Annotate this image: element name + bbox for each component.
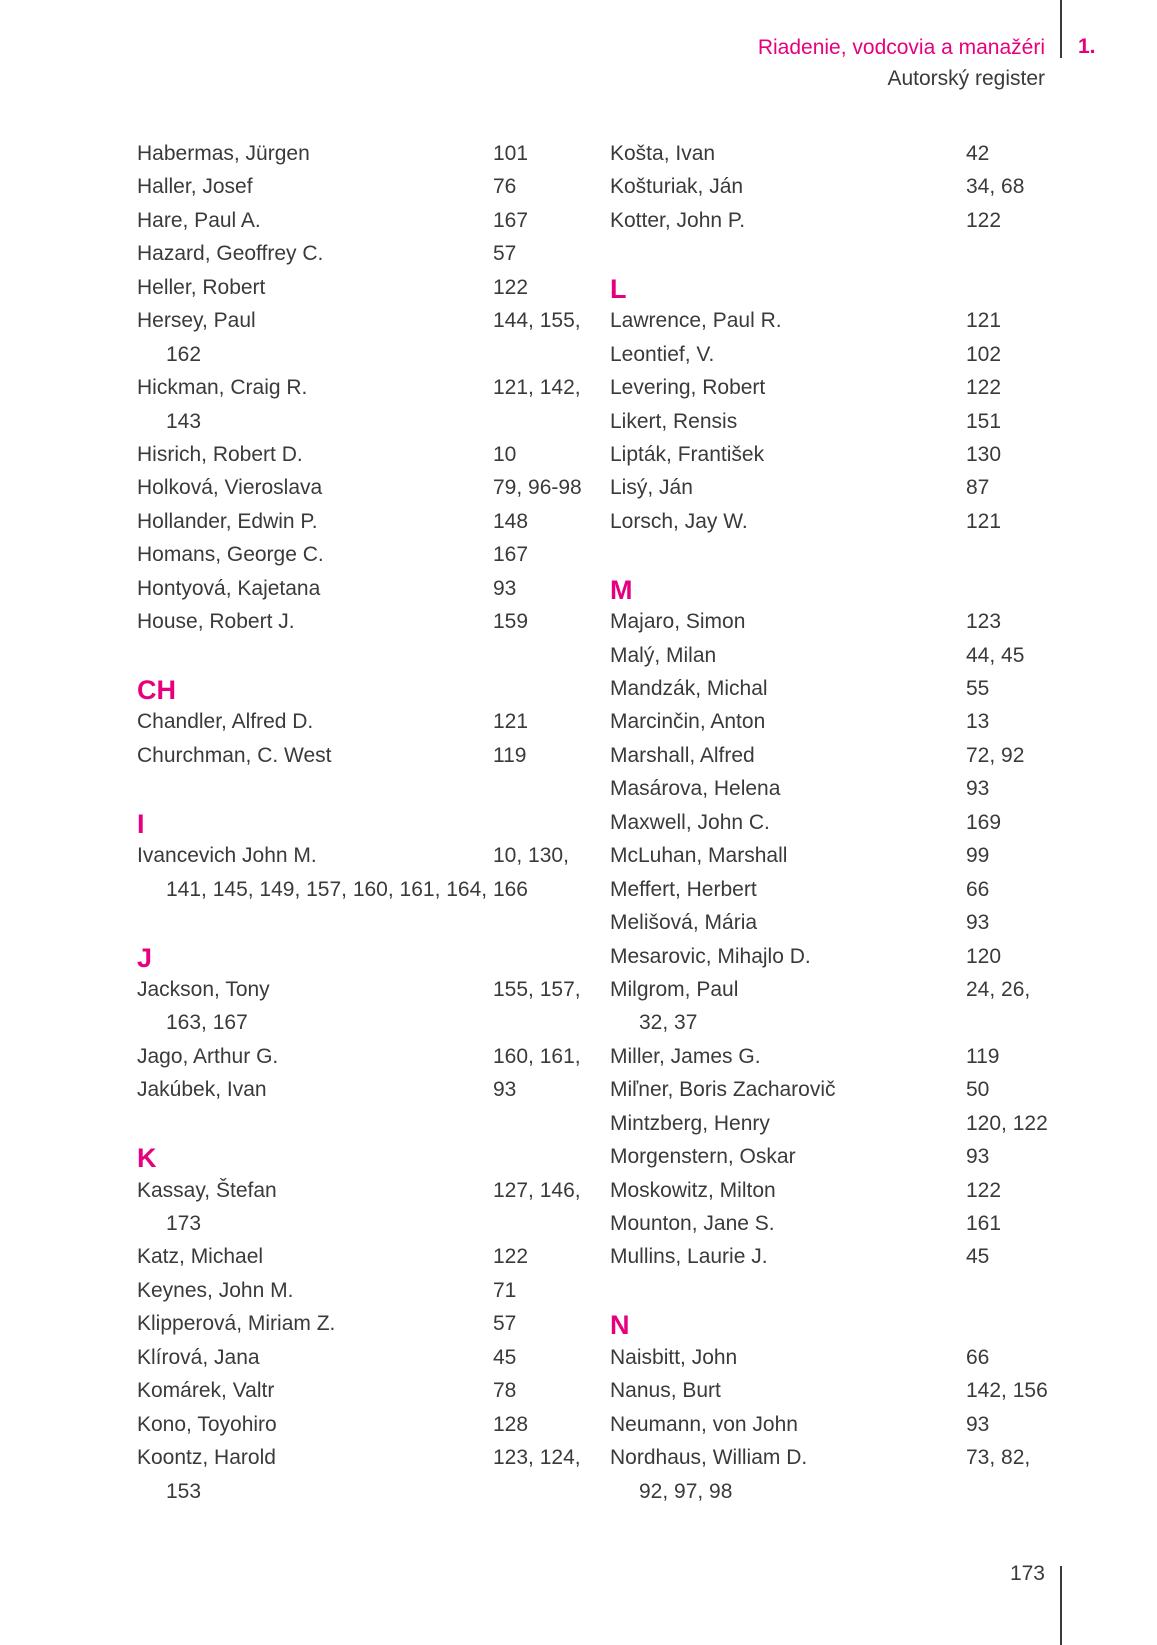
entry-author-name: Kassay, Štefan	[137, 1178, 277, 1202]
entry-author-name: Miller, James G.	[610, 1044, 761, 1068]
section-spacer	[137, 772, 597, 805]
index-entry	[610, 705, 1070, 738]
entry-author-name: Jakúbek, Ivan	[137, 1078, 267, 1102]
entry-author-name: Neumann, von John	[610, 1412, 798, 1436]
entry-page-numbers: 93	[493, 576, 517, 600]
section-spacer	[610, 538, 1070, 571]
entry-page-numbers: 50	[966, 1078, 990, 1102]
entry-author-name: Haller, Josef	[137, 175, 253, 199]
entry-page-numbers: 122	[493, 275, 529, 299]
index-entry	[137, 505, 597, 538]
entry-author-name: Jago, Arthur G.	[137, 1044, 279, 1068]
section-letter: J	[137, 942, 153, 973]
entry-page-numbers: 44, 45	[966, 643, 1025, 667]
index-entry	[610, 739, 1070, 772]
entry-page-numbers: 167	[493, 208, 529, 232]
entry-page-numbers: 93	[493, 1078, 517, 1102]
index-entry	[610, 170, 1070, 203]
entry-page-numbers: 10	[493, 442, 517, 466]
index-column-right	[610, 137, 1070, 1508]
entry-page-numbers: 93	[966, 1145, 990, 1169]
entry-pages-continued: 32, 37	[639, 1011, 698, 1035]
entry-page-numbers: 169	[966, 810, 1002, 834]
entry-page-numbers: 45	[966, 1245, 990, 1269]
entry-author-name: Meffert, Herbert	[610, 877, 757, 901]
index-entry	[610, 304, 1070, 337]
index-entry	[610, 1040, 1070, 1073]
index-entry	[610, 772, 1070, 805]
entry-author-name: Levering, Robert	[610, 376, 766, 400]
entry-author-name: Lisý, Ján	[610, 476, 693, 500]
index-entry	[610, 605, 1070, 638]
entry-author-name: Hickman, Craig R.	[137, 376, 308, 400]
index-entry	[137, 1274, 597, 1307]
section-letter: CH	[137, 675, 176, 705]
entry-author-name: Milgrom, Paul	[610, 977, 739, 1001]
entry-author-name: Klírová, Jana	[137, 1345, 260, 1369]
index-entry	[610, 1207, 1070, 1240]
entry-page-numbers: 122	[966, 1178, 1002, 1202]
entry-author-name: Koontz, Harold	[137, 1446, 276, 1470]
entry-page-numbers: 57	[493, 242, 517, 266]
entry-author-name: Homans, George C.	[137, 543, 324, 567]
entry-author-name: Katz, Michael	[137, 1245, 264, 1269]
entry-page-numbers: 128	[493, 1412, 529, 1436]
entry-pages-continued: 92, 97, 98	[639, 1479, 733, 1503]
entry-author-name: Keynes, John M.	[137, 1278, 294, 1302]
entry-page-numbers: 66	[966, 1345, 990, 1369]
entry-author-name: Marshall, Alfred	[610, 743, 755, 767]
index-entry	[137, 1174, 597, 1207]
entry-author-name: Likert, Rensis	[610, 409, 738, 433]
index-entry	[610, 1073, 1070, 1106]
entry-page-numbers: 93	[966, 1412, 990, 1436]
entry-author-name: Majaro, Simon	[610, 610, 746, 634]
entry-author-name: Hazard, Geoffrey C.	[137, 242, 324, 266]
entry-page-numbers: 144, 155,	[493, 309, 581, 333]
index-entry	[610, 1441, 1070, 1474]
entry-pages-continued: 163, 167	[166, 1011, 248, 1035]
section-letter: M	[610, 574, 633, 605]
index-entry	[137, 1073, 597, 1106]
entry-author-name: Naisbitt, John	[610, 1345, 738, 1369]
index-entry	[610, 1374, 1070, 1407]
entry-pages-continued: 141, 145, 149, 157, 160, 161, 164, 166	[166, 877, 528, 901]
entry-page-numbers: 121	[966, 509, 1002, 533]
entry-page-numbers: 101	[493, 142, 529, 165]
entry-page-numbers: 99	[966, 844, 990, 868]
entry-page-numbers: 10, 130,	[493, 844, 569, 868]
index-entry	[137, 1240, 597, 1273]
entry-page-numbers: 123	[966, 610, 1002, 634]
entry-page-numbers: 122	[966, 208, 1002, 232]
index-entry	[137, 705, 597, 738]
index-entry	[137, 739, 597, 772]
entry-page-numbers: 76	[493, 175, 517, 199]
entry-page-numbers: 122	[966, 376, 1002, 400]
entry-page-numbers: 119	[966, 1044, 1000, 1068]
entry-author-name: Holková, Vieroslava	[137, 476, 323, 500]
entry-author-name: Habermas, Jürgen	[137, 142, 310, 165]
entry-author-name: Morgenstern, Oskar	[610, 1145, 796, 1169]
entry-page-numbers: 155, 157,	[493, 977, 581, 1001]
entry-page-numbers: 34, 68	[966, 175, 1025, 199]
entry-page-numbers: 121	[966, 309, 1002, 333]
entry-page-numbers: 160, 161,	[493, 1044, 581, 1068]
entry-author-name: Melišová, Mária	[610, 911, 758, 935]
entry-author-name: Lawrence, Paul R.	[610, 309, 782, 333]
entry-page-numbers: 93	[966, 911, 990, 935]
entry-author-name: Miľner, Boris Zacharovič	[610, 1078, 836, 1102]
entry-page-numbers: 119	[493, 743, 527, 767]
entry-page-numbers: 130	[966, 442, 1002, 466]
index-entry	[137, 1441, 597, 1474]
entry-page-numbers: 161	[966, 1212, 1002, 1235]
index-entry	[610, 973, 1070, 1006]
entry-author-name: Klipperová, Miriam Z.	[137, 1312, 336, 1336]
entry-page-numbers: 120, 122	[966, 1111, 1048, 1135]
entry-page-numbers: 72, 92	[966, 743, 1025, 767]
entry-page-numbers: 102	[966, 342, 1002, 366]
entry-page-numbers: 148	[493, 509, 529, 533]
index-entry-continuation	[137, 1475, 597, 1508]
entry-author-name: House, Robert J.	[137, 610, 295, 634]
index-entry	[137, 1307, 597, 1340]
index-entry-continuation	[137, 1006, 597, 1039]
entry-author-name: Jackson, Tony	[137, 977, 270, 1001]
entry-page-numbers: 87	[966, 476, 990, 500]
entry-author-name: Nanus, Burt	[610, 1379, 721, 1403]
entry-page-numbers: 57	[493, 1312, 517, 1336]
section-spacer	[137, 1107, 597, 1140]
entry-author-name: Chandler, Alfred D.	[137, 710, 314, 734]
index-entry	[137, 839, 597, 872]
index-entry	[137, 1040, 597, 1073]
page-number: 173	[1009, 1562, 1045, 1585]
index-entry	[137, 271, 597, 304]
section-letter: N	[610, 1310, 630, 1341]
entry-author-name: Churchman, C. West	[137, 743, 332, 767]
entry-author-name: Mandzák, Michal	[610, 677, 768, 700]
entry-author-name: Masárova, Helena	[610, 777, 781, 801]
entry-page-numbers: 93	[966, 777, 990, 801]
entry-page-numbers: 120	[966, 944, 1002, 968]
index-entry	[610, 204, 1070, 237]
index-entry	[137, 237, 597, 270]
entry-page-numbers: 45	[493, 1345, 517, 1369]
index-entry	[610, 906, 1070, 939]
entry-page-numbers: 122	[493, 1245, 529, 1269]
entry-author-name: Hersey, Paul	[137, 309, 256, 333]
index-entry	[610, 873, 1070, 906]
index-entry	[137, 572, 597, 605]
index-entry	[610, 839, 1070, 872]
entry-author-name: Mintzberg, Henry	[610, 1111, 770, 1135]
entry-pages-continued: 143	[166, 409, 202, 433]
running-header-subtitle: Autorský register	[887, 67, 1045, 90]
section-spacer	[610, 237, 1070, 270]
entry-page-numbers: 127, 146,	[493, 1178, 581, 1202]
entry-page-numbers: 167	[493, 543, 529, 567]
entry-author-name: Kotter, John P.	[610, 208, 746, 232]
entry-author-name: Moskowitz, Milton	[610, 1178, 776, 1202]
index-entry	[610, 1140, 1070, 1173]
running-header-title: Riadenie, vodcovia a manažéri	[757, 36, 1045, 59]
index-entry	[137, 1408, 597, 1441]
entry-page-numbers: 159	[493, 610, 529, 634]
index-entry-continuation	[137, 405, 597, 438]
entry-author-name: Mesarovic, Mihajlo D.	[610, 944, 811, 968]
index-entry	[610, 672, 1070, 705]
entry-author-name: Košturiak, Ján	[610, 175, 744, 199]
index-entry	[610, 137, 1070, 170]
entry-author-name: McLuhan, Marshall	[610, 844, 788, 868]
index-entry-continuation	[137, 873, 597, 906]
entry-page-numbers: 121	[493, 710, 529, 734]
index-entry	[137, 538, 597, 571]
entry-author-name: Hollander, Edwin P.	[137, 509, 318, 533]
index-entry	[610, 505, 1070, 538]
index-entry	[610, 338, 1070, 371]
entry-author-name: Lipták, František	[610, 442, 765, 466]
index-entry	[137, 137, 597, 170]
chapter-number: 1.	[1078, 35, 1096, 58]
index-entry	[137, 371, 597, 404]
entry-author-name: Ivancevich John M.	[137, 844, 317, 868]
index-entry	[610, 405, 1070, 438]
index-entry	[610, 1408, 1070, 1441]
entry-author-name: Hisrich, Robert D.	[137, 442, 303, 466]
entry-pages-continued: 173	[166, 1212, 202, 1235]
entry-page-numbers: 79, 96-98	[493, 476, 582, 500]
section-letter: K	[137, 1143, 157, 1174]
index-entry	[610, 438, 1070, 471]
index-entry	[610, 806, 1070, 839]
index-entry-continuation	[610, 1475, 1070, 1508]
index-entry	[137, 204, 597, 237]
section-letter: I	[137, 808, 145, 839]
index-entry	[610, 1341, 1070, 1374]
entry-author-name: Kono, Toyohiro	[137, 1412, 277, 1436]
entry-page-numbers: 55	[966, 677, 990, 700]
index-entry	[610, 1240, 1070, 1273]
index-entry	[610, 371, 1070, 404]
index-entry	[610, 1107, 1070, 1140]
entry-author-name: Lorsch, Jay W.	[610, 509, 748, 533]
entry-author-name: Mullins, Laurie J.	[610, 1245, 768, 1269]
index-entry	[610, 471, 1070, 504]
section-spacer	[137, 639, 597, 672]
entry-page-numbers: 121, 142,	[493, 376, 581, 400]
index-entry	[137, 304, 597, 337]
entry-author-name: Malý, Milan	[610, 643, 717, 667]
entry-page-numbers: 78	[493, 1379, 517, 1403]
index-entry-continuation	[137, 338, 597, 371]
index-entry	[137, 471, 597, 504]
entry-page-numbers: 123, 124,	[493, 1446, 581, 1470]
entry-author-name: Hontyová, Kajetana	[137, 576, 321, 600]
bottom-vertical-rule	[1060, 1566, 1062, 1645]
index-entry	[137, 1374, 597, 1407]
index-entry	[610, 1174, 1070, 1207]
index-entry	[137, 605, 597, 638]
entry-page-numbers: 13	[966, 710, 990, 734]
entry-author-name: Leontief, V.	[610, 342, 715, 366]
entry-page-numbers: 142, 156	[966, 1379, 1048, 1403]
entry-pages-continued: 153	[166, 1479, 202, 1503]
entry-author-name: Marcinčin, Anton	[610, 710, 766, 734]
section-spacer	[137, 906, 597, 939]
index-column-left	[137, 137, 597, 1508]
index-entry-continuation	[137, 1207, 597, 1240]
entry-author-name: Maxwell, John C.	[610, 810, 770, 834]
index-entry	[610, 940, 1070, 973]
index-entry	[137, 1341, 597, 1374]
section-spacer	[610, 1274, 1070, 1307]
index-entry	[137, 170, 597, 203]
entry-author-name: Hare, Paul A.	[137, 208, 261, 232]
entry-page-numbers: 151	[966, 409, 1002, 433]
index-entry	[610, 639, 1070, 672]
entry-pages-continued: 162	[166, 342, 202, 366]
entry-author-name: Košta, Ivan	[610, 142, 716, 165]
entry-page-numbers: 73, 82,	[966, 1446, 1031, 1470]
section-letter: L	[610, 273, 627, 304]
index-entry	[137, 438, 597, 471]
entry-author-name: Heller, Robert	[137, 275, 266, 299]
entry-author-name: Mounton, Jane S.	[610, 1212, 775, 1235]
index-entry-continuation	[610, 1006, 1070, 1039]
entry-author-name: Komárek, Valtr	[137, 1379, 275, 1403]
entry-page-numbers: 24, 26,	[966, 977, 1031, 1001]
entry-page-numbers: 42	[966, 142, 990, 165]
entry-page-numbers: 66	[966, 877, 990, 901]
entry-page-numbers: 71	[493, 1278, 517, 1302]
top-vertical-rule	[1060, 0, 1062, 58]
entry-author-name: Nordhaus, William D.	[610, 1446, 808, 1470]
index-entry	[137, 973, 597, 1006]
